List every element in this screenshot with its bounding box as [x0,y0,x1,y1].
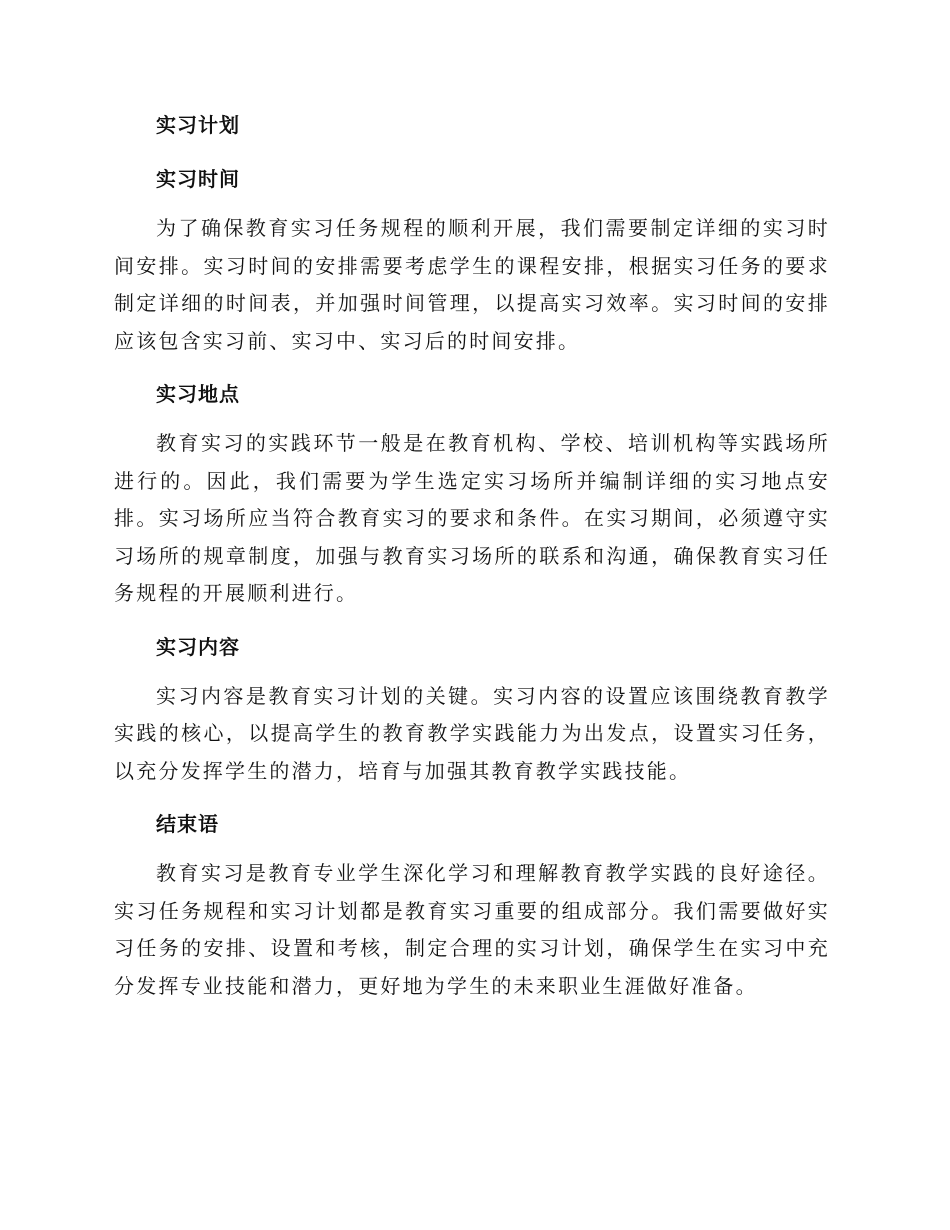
document-content [114,106,830,1005]
document-title: 实习计划 [156,113,240,137]
section-heading-content: 实习内容 [156,634,240,659]
section-heading-conclusion: 结束语 [156,812,219,836]
section-heading-location: 实习地点 [156,382,240,406]
section-body-content: 实习内容是教育实习计划的关键。实习内容的设置应该围绕教育教学实践的核心，以提高学生的教育教学实践能力为出发点，设置实习任务，以充分发挥学生的潜力，培育与加强其教育教学实践技能。 [114,683,830,783]
section-body-location: 教育实习的实践环节一般是在教育机构、学校、培训机构等实践场所进行的。因此，我们需要为学生选定实习场所并编制详细的实习地点安排。实习场所应当符合教育实习的要求和条件。在实习期间，必须遵守实习场所的规章制度，加强与教育实习场所的联系和沟通，确保教育实习任务规程的开展顺利进行。 [114,431,830,605]
section-body-conclusion: 教育实习是教育专业学生深化学习和理解教育教学实践的良好途径。实习任务规程和实习计划都是教育实习重要的组成部分。我们需要做好实习任务的安排、设置和考核，制定合理的实习计划，确保学生在实习中充分发挥专业技能和潜力，更好地为学生的未来职业生涯做好准备。 [114,861,830,998]
section-body-time: 为了确保教育实习任务规程的顺利开展，我们需要制定详细的实习时间安排。实习时间的安排需要考虑学生的课程安排，根据实习任务的要求制定详细的时间表，并加强时间管理，以提高实习效率。实习时间的安排应该包含实习前、实习中、实习后的时间安排。 [114,216,830,353]
section-heading-time: 实习时间 [156,167,240,191]
